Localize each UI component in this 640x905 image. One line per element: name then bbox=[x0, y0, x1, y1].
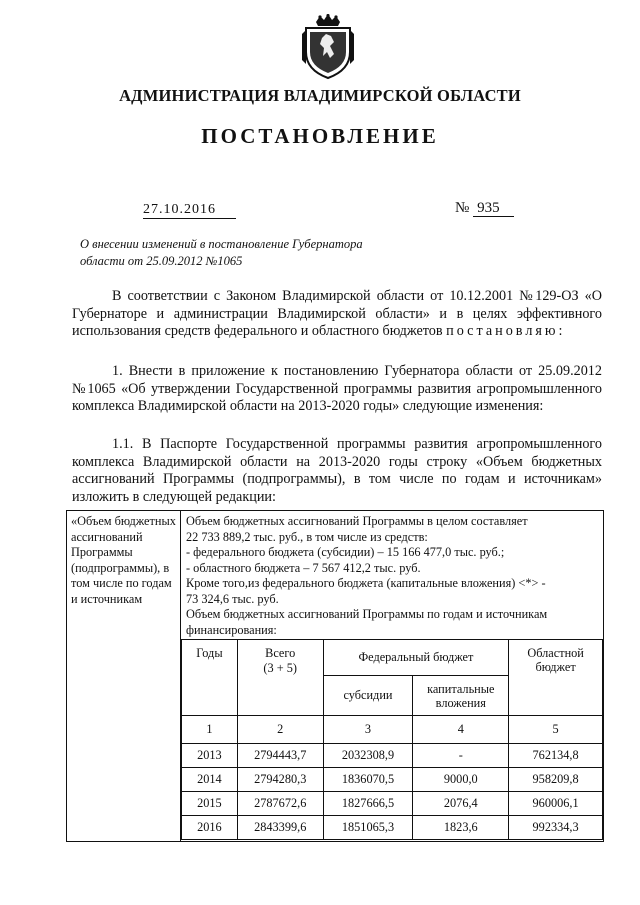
paragraph-item-1: 1. Внести в приложение к постановлению Губернатора области от 25.09.2012 №1065 «Об утверждении Государственной программы развития агропромышленного комплекса Владимирской области на 2013-2020 годы» следующие изменения: bbox=[72, 363, 602, 415]
coat-of-arms-emblem bbox=[300, 14, 356, 80]
passport-line: Объем бюджетных ассигнований Программы в целом составляет bbox=[186, 514, 528, 528]
column-number: 5 bbox=[509, 716, 603, 744]
table-row bbox=[182, 816, 603, 840]
cell-year: 2013 bbox=[182, 744, 238, 768]
header-years: Годы bbox=[182, 640, 238, 716]
cell-capital: 2076,4 bbox=[413, 792, 509, 816]
header-total-formula: (3 + 5) bbox=[263, 661, 297, 675]
header-total-label: Всего bbox=[265, 646, 296, 660]
document-subject bbox=[80, 236, 380, 270]
preamble-text: В соответствии с Законом Владимирской области от 10.12.2001 №129-ОЗ «О Губернаторе и администрации Владимирской области» и в целях эффективного использования средств федерального и областного бюджетов bbox=[72, 288, 602, 340]
cell-subsidies: 1827666,5 bbox=[323, 792, 413, 816]
cell-year: 2015 bbox=[182, 792, 238, 816]
header-regional: Областной бюджет bbox=[509, 640, 603, 716]
cell-regional: 762134,8 bbox=[509, 744, 603, 768]
paragraph-item-1-1: 1.1. В Паспорте Государственной программы развития агропромышленного комплекса Владимирской области на 2013-2020 годы строку «Объем бюджетных ассигнований Программы (подпрограммы), в том числе по годам и источникам» изложить в следующей редакции: bbox=[72, 436, 602, 505]
number-prefix: № bbox=[455, 200, 470, 216]
passport-line: финансирования: bbox=[186, 622, 277, 637]
paragraph-preamble bbox=[72, 288, 602, 341]
header-total bbox=[237, 640, 323, 716]
cell-subsidies: 1836070,5 bbox=[323, 768, 413, 792]
funding-table bbox=[181, 639, 603, 840]
table-row bbox=[182, 768, 603, 792]
cell-capital: 1823,6 bbox=[413, 816, 509, 840]
column-number: 4 bbox=[413, 716, 509, 744]
resolve-word: постановляю: bbox=[446, 323, 566, 340]
document-type: ПОСТАНОВЛЕНИЕ bbox=[201, 124, 439, 148]
table-row bbox=[182, 744, 603, 768]
cell-total: 2787672,6 bbox=[237, 792, 323, 816]
cell-regional: 960006,1 bbox=[509, 792, 603, 816]
cell-subsidies: 2032308,9 bbox=[323, 744, 413, 768]
number-value: 935 bbox=[473, 200, 514, 217]
document-number bbox=[455, 200, 514, 217]
table-row bbox=[182, 792, 603, 816]
document-date: 27.10.2016 bbox=[143, 202, 236, 219]
cell-year: 2016 bbox=[182, 816, 238, 840]
cell-total: 2794443,7 bbox=[237, 744, 323, 768]
cell-total: 2843399,6 bbox=[237, 816, 323, 840]
passport-line: 73 324,6 тыс. руб. bbox=[186, 591, 279, 606]
cell-subsidies: 1851065,3 bbox=[323, 816, 413, 840]
passport-row-label: «Объем бюджетных ассигнований Программы (подпрограммы), в том числе по годам и источникам bbox=[67, 511, 181, 841]
passport-line: - федерального бюджета (субсидии) – 15 166 477,0 тыс. руб.; bbox=[186, 545, 505, 559]
passport-row-box bbox=[66, 510, 604, 842]
cell-regional: 992334,3 bbox=[509, 816, 603, 840]
header-federal: Федеральный бюджет bbox=[323, 640, 509, 676]
organization-name: АДМИНИСТРАЦИЯ ВЛАДИМИРСКОЙ ОБЛАСТИ bbox=[119, 86, 521, 105]
header-subsidies: субсидии bbox=[323, 676, 413, 716]
passport-line: 22 733 889,2 тыс. руб., в том числе из средств: bbox=[186, 529, 428, 544]
cell-capital: 9000,0 bbox=[413, 768, 509, 792]
subject-line-2: области от 25.09.2012 №1065 bbox=[80, 254, 243, 268]
subject-line-1: О внесении изменений в постановление Губернатора bbox=[80, 237, 363, 251]
column-number: 1 bbox=[182, 716, 238, 744]
header-capital: капитальные вложения bbox=[413, 676, 509, 716]
cell-year: 2014 bbox=[182, 768, 238, 792]
passport-line: Кроме того,из федерального бюджета (капитальные вложения) <*> - bbox=[186, 576, 546, 590]
column-number: 3 bbox=[323, 716, 413, 744]
column-number: 2 bbox=[237, 716, 323, 744]
cell-capital: - bbox=[413, 744, 509, 768]
passport-row-description bbox=[186, 514, 598, 638]
cell-total: 2794280,3 bbox=[237, 768, 323, 792]
passport-line: - областного бюджета – 7 567 412,2 тыс. руб. bbox=[186, 560, 421, 575]
passport-line: Объем бюджетных ассигнований Программы по годам и источникам bbox=[186, 607, 548, 621]
cell-regional: 958209,8 bbox=[509, 768, 603, 792]
